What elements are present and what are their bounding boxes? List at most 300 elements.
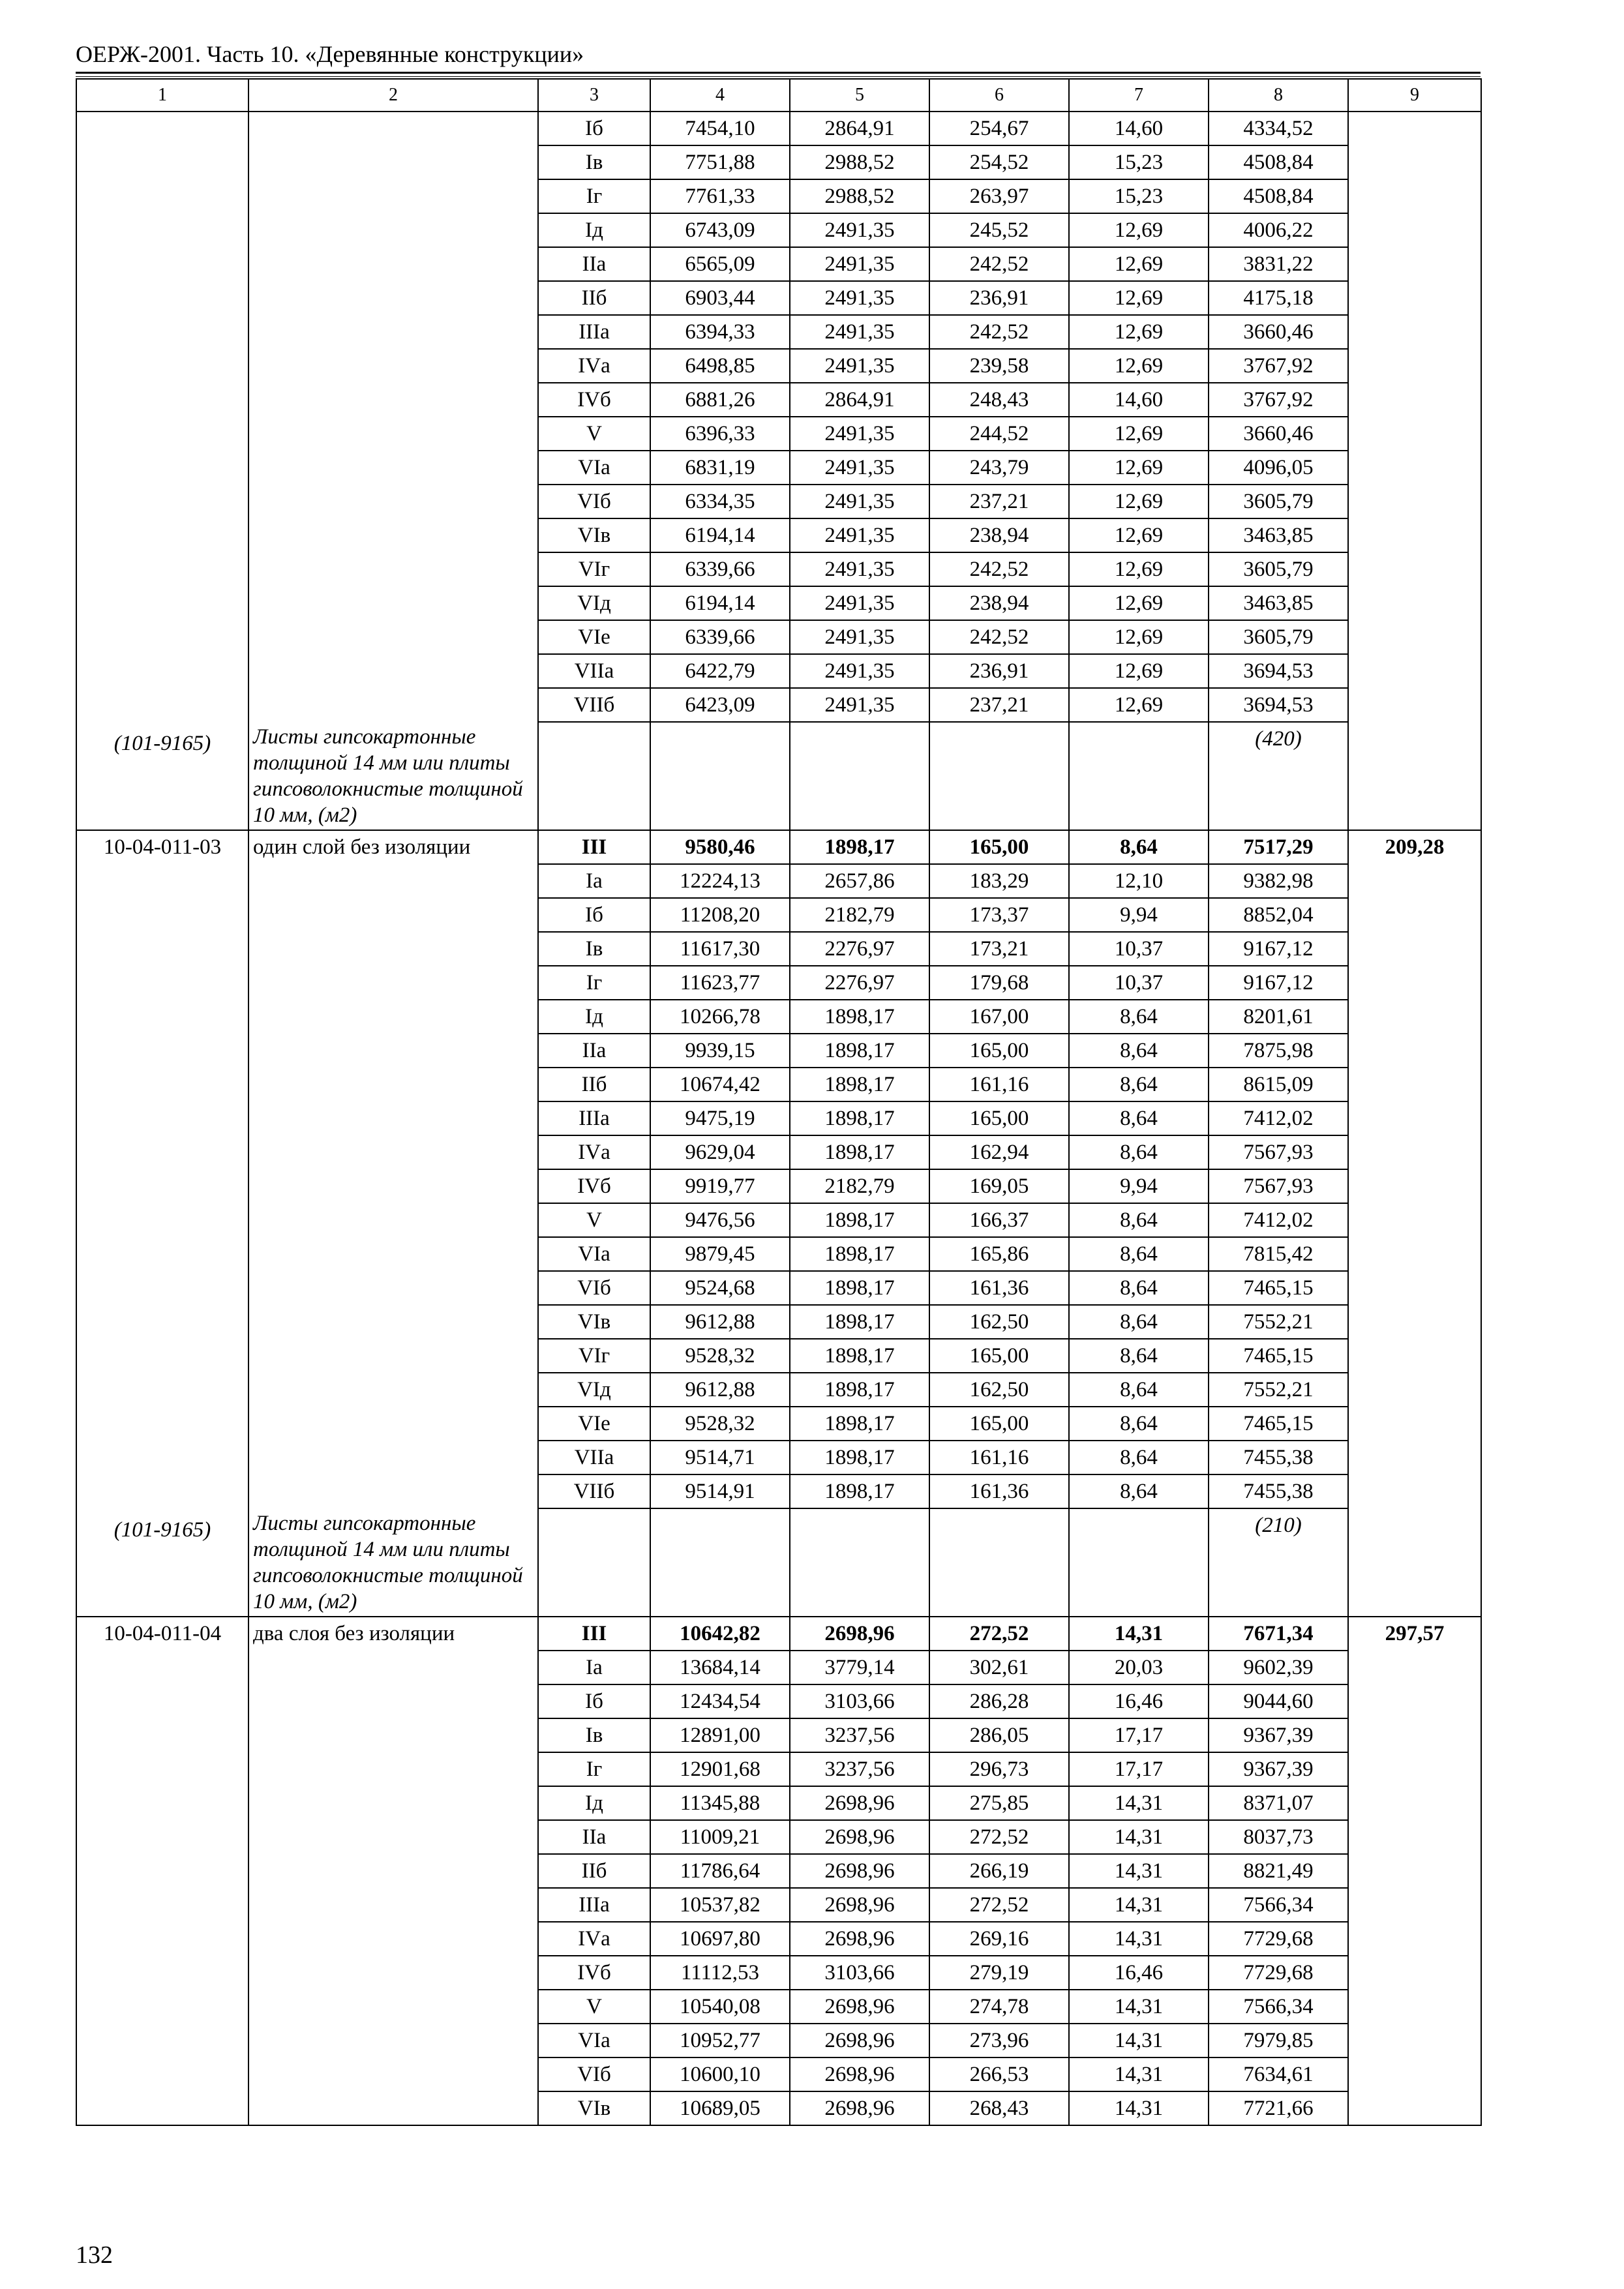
value-cell: 16,46 [1069, 1956, 1209, 1990]
value-cell: 268,43 [929, 2091, 1069, 2125]
value-cell: 2698,96 [790, 1922, 929, 1956]
value-cell: 266,19 [929, 1854, 1069, 1888]
value-cell: 165,00 [929, 1339, 1069, 1373]
value-cell: 6881,26 [650, 383, 790, 417]
value-cell: 11786,64 [650, 1854, 790, 1888]
zone-cell: IIIа [538, 1888, 650, 1922]
table-row [76, 112, 1481, 145]
zone-cell: IIб [538, 1068, 650, 1101]
value-cell: 2698,96 [790, 1786, 929, 1820]
value-cell: 7412,02 [1209, 1203, 1348, 1237]
zone-cell: VIв [538, 1305, 650, 1339]
value-cell: 2491,35 [790, 552, 929, 586]
zone-cell: Iд [538, 213, 650, 247]
value-cell: 7566,34 [1209, 1888, 1348, 1922]
value-cell: 6194,14 [650, 586, 790, 620]
value-cell: 1898,17 [790, 1135, 929, 1169]
value-cell: 3237,56 [790, 1752, 929, 1786]
rate-code: 10-04-011-04 [103, 1622, 222, 1645]
value-cell: 9044,60 [1209, 1684, 1348, 1718]
zone-cell: III [538, 830, 650, 864]
value-cell: 10,37 [1069, 966, 1209, 1000]
value-cell: 237,21 [929, 688, 1069, 722]
value-cell: 12,69 [1069, 518, 1209, 552]
rate-name: один слой без изоляции [253, 835, 471, 859]
value-cell: 2276,97 [790, 966, 929, 1000]
value-cell: 266,53 [929, 2057, 1069, 2091]
empty-cell [1069, 1508, 1209, 1617]
column-number: 9 [1348, 79, 1481, 112]
column-number: 6 [929, 79, 1069, 112]
table-body [76, 79, 1481, 2125]
value-cell: 14,60 [1069, 112, 1209, 145]
value-cell: 12,69 [1069, 485, 1209, 518]
value-cell: 4508,84 [1209, 179, 1348, 213]
value-cell: 248,43 [929, 383, 1069, 417]
value-cell: 272,52 [929, 1888, 1069, 1922]
material-qty: (210) [1209, 1508, 1348, 1617]
value-cell: 254,52 [929, 145, 1069, 179]
column-number: 8 [1209, 79, 1348, 112]
value-cell: 9602,39 [1209, 1651, 1348, 1684]
zone-cell: Iб [538, 1684, 650, 1718]
zone-cell: V [538, 417, 650, 451]
zone-cell: VIд [538, 586, 650, 620]
value-cell: 2491,35 [790, 213, 929, 247]
zone-cell: VIа [538, 451, 650, 485]
value-cell: 7465,15 [1209, 1407, 1348, 1441]
value-cell: 2491,35 [790, 518, 929, 552]
value-cell: 263,97 [929, 179, 1069, 213]
value-cell: 8,64 [1069, 1101, 1209, 1135]
value-cell: 8201,61 [1209, 1000, 1348, 1034]
value-cell: 2491,35 [790, 688, 929, 722]
value-cell: 12,69 [1069, 315, 1209, 349]
value-cell: 6743,09 [650, 213, 790, 247]
zone-cell: Iг [538, 1752, 650, 1786]
value-cell: 7751,88 [650, 145, 790, 179]
value-cell: 167,00 [929, 1000, 1069, 1034]
value-cell: 8,64 [1069, 1407, 1209, 1441]
value-cell: 2491,35 [790, 247, 929, 281]
value-cell: 286,28 [929, 1684, 1069, 1718]
value-cell: 2698,96 [790, 2057, 929, 2091]
value-cell: 7455,38 [1209, 1474, 1348, 1508]
value-cell: 238,94 [929, 518, 1069, 552]
value-cell: 1898,17 [790, 1203, 929, 1237]
value-cell: 8,64 [1069, 1203, 1209, 1237]
value-cell: 8,64 [1069, 1305, 1209, 1339]
material-name: Листы гипсокартонные толщиной 14 мм или плиты гипсоволокнистые толщиной 10 мм, (м2) [253, 725, 523, 827]
value-cell: 286,05 [929, 1718, 1069, 1752]
value-cell: 7412,02 [1209, 1101, 1348, 1135]
value-cell: 15,23 [1069, 145, 1209, 179]
value-cell: 7552,21 [1209, 1373, 1348, 1407]
zone-cell: Iб [538, 898, 650, 932]
value-cell: 12891,00 [650, 1718, 790, 1752]
value-cell: 14,60 [1069, 383, 1209, 417]
value-cell: 2182,79 [790, 898, 929, 932]
value-cell: 272,52 [929, 1617, 1069, 1651]
value-cell: 2491,35 [790, 315, 929, 349]
value-cell: 9367,39 [1209, 1718, 1348, 1752]
zone-cell: Iв [538, 1718, 650, 1752]
value-cell: 2988,52 [790, 179, 929, 213]
zone-cell: IIа [538, 247, 650, 281]
value-cell: 2491,35 [790, 654, 929, 688]
zone-cell: IIIа [538, 1101, 650, 1135]
table-row-main [76, 830, 1481, 864]
zone-cell: VIб [538, 1271, 650, 1305]
material-qty: (420) [1209, 722, 1348, 830]
value-cell: 1898,17 [790, 830, 929, 864]
value-cell: 302,61 [929, 1651, 1069, 1684]
value-cell: 3694,53 [1209, 688, 1348, 722]
rate-code: 10-04-011-03 [103, 835, 222, 859]
value-cell: 2698,96 [790, 1854, 929, 1888]
value-cell: 8615,09 [1209, 1068, 1348, 1101]
value-cell: 7979,85 [1209, 2024, 1348, 2057]
value-cell: 161,16 [929, 1441, 1069, 1474]
value-cell: 1898,17 [790, 1237, 929, 1271]
value-cell: 12,69 [1069, 620, 1209, 654]
zone-cell: IIа [538, 1820, 650, 1854]
value-cell: 12,10 [1069, 864, 1209, 898]
value-cell: 7465,15 [1209, 1271, 1348, 1305]
column9-cell: 297,57 [1348, 1617, 1481, 2125]
value-cell: 162,50 [929, 1373, 1069, 1407]
empty-cell [1069, 722, 1209, 830]
value-cell: 12,69 [1069, 552, 1209, 586]
zone-cell: IVб [538, 1169, 650, 1203]
value-cell: 14,31 [1069, 1990, 1209, 2024]
value-cell: 10642,82 [650, 1617, 790, 1651]
value-cell: 9,94 [1069, 1169, 1209, 1203]
value-cell: 2182,79 [790, 1169, 929, 1203]
rate-name: два слоя без изоляции [253, 1622, 455, 1645]
value-cell: 242,52 [929, 620, 1069, 654]
zone-cell: V [538, 1203, 650, 1237]
value-cell: 238,94 [929, 586, 1069, 620]
value-cell: 3767,92 [1209, 383, 1348, 417]
value-cell: 161,16 [929, 1068, 1069, 1101]
value-cell: 12,69 [1069, 586, 1209, 620]
zone-cell: Iг [538, 179, 650, 213]
value-cell: 8,64 [1069, 1271, 1209, 1305]
code-cell [76, 112, 248, 830]
value-cell: 4508,84 [1209, 145, 1348, 179]
value-cell: 6498,85 [650, 349, 790, 383]
zone-cell: VIв [538, 2091, 650, 2125]
value-cell: 14,31 [1069, 2057, 1209, 2091]
value-cell: 7671,34 [1209, 1617, 1348, 1651]
value-cell: 14,31 [1069, 1854, 1209, 1888]
value-cell: 3103,66 [790, 1684, 929, 1718]
value-cell: 10537,82 [650, 1888, 790, 1922]
zone-cell: Iв [538, 932, 650, 966]
value-cell: 4096,05 [1209, 451, 1348, 485]
value-cell: 2698,96 [790, 1888, 929, 1922]
material-code: (101-9165) [113, 732, 211, 755]
value-cell: 2491,35 [790, 281, 929, 315]
value-cell: 10600,10 [650, 2057, 790, 2091]
value-cell: 8,64 [1069, 1339, 1209, 1373]
value-cell: 6903,44 [650, 281, 790, 315]
value-cell: 245,52 [929, 213, 1069, 247]
zone-cell: IVб [538, 383, 650, 417]
value-cell: 6334,35 [650, 485, 790, 518]
value-cell: 12,69 [1069, 247, 1209, 281]
value-cell: 3831,22 [1209, 247, 1348, 281]
value-cell: 3779,14 [790, 1651, 929, 1684]
value-cell: 7815,42 [1209, 1237, 1348, 1271]
value-cell: 1898,17 [790, 1373, 929, 1407]
value-cell: 1898,17 [790, 1441, 929, 1474]
value-cell: 166,37 [929, 1203, 1069, 1237]
column-number: 3 [538, 79, 650, 112]
document-header: ОЕРЖ-2001. Часть 10. «Деревянные конструкции» [76, 41, 584, 67]
value-cell: 165,00 [929, 1407, 1069, 1441]
value-cell: 9879,45 [650, 1237, 790, 1271]
header-rule [76, 72, 1481, 74]
value-cell: 11009,21 [650, 1820, 790, 1854]
zone-cell: Iд [538, 1786, 650, 1820]
value-cell: 14,31 [1069, 1786, 1209, 1820]
value-cell: 2698,96 [790, 2091, 929, 2125]
value-cell: 2698,96 [790, 1990, 929, 2024]
value-cell: 3605,79 [1209, 485, 1348, 518]
value-cell: 7567,93 [1209, 1169, 1348, 1203]
value-cell: 244,52 [929, 417, 1069, 451]
empty-cell [790, 722, 929, 830]
value-cell: 2988,52 [790, 145, 929, 179]
value-cell: 3103,66 [790, 1956, 929, 1990]
zone-cell: VIIа [538, 654, 650, 688]
empty-cell [929, 722, 1069, 830]
material-code: (101-9165) [113, 1518, 211, 1542]
column9-cell [1348, 112, 1481, 830]
value-cell: 9,94 [1069, 898, 1209, 932]
value-cell: 9475,19 [650, 1101, 790, 1135]
value-cell: 14,31 [1069, 1922, 1209, 1956]
empty-cell [650, 722, 790, 830]
value-cell: 173,21 [929, 932, 1069, 966]
value-cell: 11623,77 [650, 966, 790, 1000]
value-cell: 4334,52 [1209, 112, 1348, 145]
value-cell: 1898,17 [790, 1068, 929, 1101]
value-cell: 2491,35 [790, 485, 929, 518]
value-cell: 7454,10 [650, 112, 790, 145]
value-cell: 8,64 [1069, 1237, 1209, 1271]
value-cell: 9367,39 [1209, 1752, 1348, 1786]
value-cell: 269,16 [929, 1922, 1069, 1956]
value-cell: 2491,35 [790, 451, 929, 485]
value-cell: 3463,85 [1209, 586, 1348, 620]
zone-cell: VIб [538, 2057, 650, 2091]
column-number: 5 [790, 79, 929, 112]
empty-cell [650, 1508, 790, 1617]
value-cell: 279,19 [929, 1956, 1069, 1990]
value-cell: 4006,22 [1209, 213, 1348, 247]
value-cell: 6339,66 [650, 552, 790, 586]
value-cell: 9612,88 [650, 1305, 790, 1339]
value-cell: 9580,46 [650, 830, 790, 864]
value-cell: 12901,68 [650, 1752, 790, 1786]
value-cell: 8,64 [1069, 1068, 1209, 1101]
value-cell: 274,78 [929, 1990, 1069, 2024]
zone-cell: IIIа [538, 315, 650, 349]
value-cell: 6831,19 [650, 451, 790, 485]
zone-cell: IVа [538, 1135, 650, 1169]
value-cell: 1898,17 [790, 1339, 929, 1373]
value-cell: 20,03 [1069, 1651, 1209, 1684]
column-number: 4 [650, 79, 790, 112]
value-cell: 161,36 [929, 1271, 1069, 1305]
value-cell: 236,91 [929, 654, 1069, 688]
value-cell: 16,46 [1069, 1684, 1209, 1718]
value-cell: 169,05 [929, 1169, 1069, 1203]
value-cell: 239,58 [929, 349, 1069, 383]
value-cell: 237,21 [929, 485, 1069, 518]
value-cell: 254,67 [929, 112, 1069, 145]
value-cell: 9629,04 [650, 1135, 790, 1169]
zone-cell: IIб [538, 1854, 650, 1888]
value-cell: 10266,78 [650, 1000, 790, 1034]
value-cell: 9939,15 [650, 1034, 790, 1068]
value-cell: 11617,30 [650, 932, 790, 966]
zone-cell: Iа [538, 1651, 650, 1684]
header-rule-thin [76, 76, 1481, 77]
zone-cell: Iг [538, 966, 650, 1000]
code-cell [76, 830, 248, 1617]
value-cell: 7729,68 [1209, 1956, 1348, 1990]
value-cell: 9167,12 [1209, 932, 1348, 966]
value-cell: 179,68 [929, 966, 1069, 1000]
value-cell: 1898,17 [790, 1474, 929, 1508]
description-cell [248, 112, 538, 830]
value-cell: 9382,98 [1209, 864, 1348, 898]
zone-cell: Iб [538, 112, 650, 145]
value-cell: 3694,53 [1209, 654, 1348, 688]
value-cell: 9476,56 [650, 1203, 790, 1237]
material-name: Листы гипсокартонные толщиной 14 мм или плиты гипсоволокнистые толщиной 10 мм, (м2) [253, 1512, 523, 1613]
value-cell: 7517,29 [1209, 830, 1348, 864]
value-cell: 272,52 [929, 1820, 1069, 1854]
value-cell: 10,37 [1069, 932, 1209, 966]
value-cell: 8852,04 [1209, 898, 1348, 932]
zone-cell: VIд [538, 1373, 650, 1407]
value-cell: 1898,17 [790, 1407, 929, 1441]
value-cell: 3767,92 [1209, 349, 1348, 383]
value-cell: 14,31 [1069, 2024, 1209, 2057]
value-cell: 10674,42 [650, 1068, 790, 1101]
value-cell: 6423,09 [650, 688, 790, 722]
value-cell: 6565,09 [650, 247, 790, 281]
value-cell: 6396,33 [650, 417, 790, 451]
value-cell: 12,69 [1069, 417, 1209, 451]
value-cell: 1898,17 [790, 1000, 929, 1034]
value-cell: 236,91 [929, 281, 1069, 315]
value-cell: 4175,18 [1209, 281, 1348, 315]
code-cell [76, 1617, 248, 2125]
value-cell: 8,64 [1069, 1135, 1209, 1169]
value-cell: 8037,73 [1209, 1820, 1348, 1854]
value-cell: 1898,17 [790, 1101, 929, 1135]
zone-cell: IVа [538, 349, 650, 383]
zone-cell: III [538, 1617, 650, 1651]
value-cell: 3660,46 [1209, 315, 1348, 349]
page-number: 132 [76, 2241, 113, 2269]
value-cell: 6394,33 [650, 315, 790, 349]
value-cell: 9528,32 [650, 1339, 790, 1373]
column-number: 1 [76, 79, 248, 112]
value-cell: 8371,07 [1209, 1786, 1348, 1820]
value-cell: 3605,79 [1209, 552, 1348, 586]
value-cell: 9514,91 [650, 1474, 790, 1508]
value-cell: 7721,66 [1209, 2091, 1348, 2125]
value-cell: 165,00 [929, 830, 1069, 864]
value-cell: 12,69 [1069, 451, 1209, 485]
value-cell: 7465,15 [1209, 1339, 1348, 1373]
value-cell: 242,52 [929, 247, 1069, 281]
value-cell: 8,64 [1069, 830, 1209, 864]
value-cell: 2864,91 [790, 112, 929, 145]
value-cell: 8821,49 [1209, 1854, 1348, 1888]
value-cell: 12224,13 [650, 864, 790, 898]
empty-cell [538, 1508, 650, 1617]
value-cell: 9612,88 [650, 1373, 790, 1407]
value-cell: 165,00 [929, 1101, 1069, 1135]
table-row-main [76, 1617, 1481, 1651]
value-cell: 2491,35 [790, 620, 929, 654]
value-cell: 6339,66 [650, 620, 790, 654]
value-cell: 3605,79 [1209, 620, 1348, 654]
value-cell: 2491,35 [790, 349, 929, 383]
zone-cell: Iв [538, 145, 650, 179]
value-cell: 7634,61 [1209, 2057, 1348, 2091]
zone-cell: VIа [538, 1237, 650, 1271]
value-cell: 8,64 [1069, 1441, 1209, 1474]
value-cell: 165,00 [929, 1034, 1069, 1068]
value-cell: 10697,80 [650, 1922, 790, 1956]
zone-cell: VIв [538, 518, 650, 552]
value-cell: 17,17 [1069, 1752, 1209, 1786]
value-cell: 2864,91 [790, 383, 929, 417]
value-cell: 183,29 [929, 864, 1069, 898]
zone-cell: Iа [538, 864, 650, 898]
value-cell: 7567,93 [1209, 1135, 1348, 1169]
value-cell: 9524,68 [650, 1271, 790, 1305]
value-cell: 7761,33 [650, 179, 790, 213]
value-cell: 3237,56 [790, 1718, 929, 1752]
zone-cell: IIа [538, 1034, 650, 1068]
value-cell: 2276,97 [790, 932, 929, 966]
value-cell: 8,64 [1069, 1373, 1209, 1407]
value-cell: 1898,17 [790, 1034, 929, 1068]
value-cell: 13684,14 [650, 1651, 790, 1684]
value-cell: 242,52 [929, 552, 1069, 586]
zone-cell: IVб [538, 1956, 650, 1990]
description-cell [248, 830, 538, 1617]
value-cell: 2491,35 [790, 586, 929, 620]
value-cell: 14,31 [1069, 1888, 1209, 1922]
value-cell: 17,17 [1069, 1718, 1209, 1752]
column-number-row [76, 79, 1481, 112]
value-cell: 161,36 [929, 1474, 1069, 1508]
value-cell: 10952,77 [650, 2024, 790, 2057]
value-cell: 2657,86 [790, 864, 929, 898]
column-number: 7 [1069, 79, 1209, 112]
